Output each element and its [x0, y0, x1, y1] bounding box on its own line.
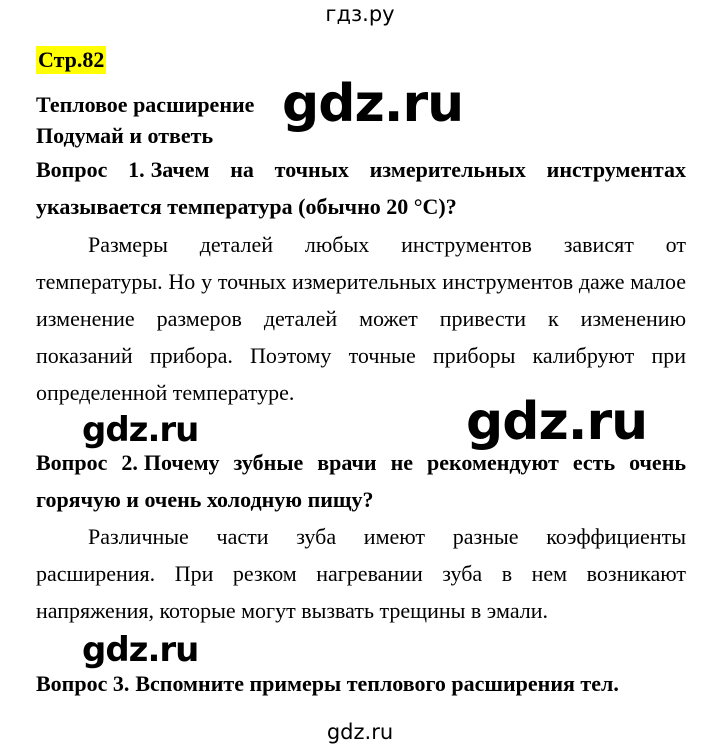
question-2 [36, 444, 686, 518]
answer-2: Различные части зуба имеют разные коэффициенты расширения. При резком нагревании зуба в нем возникают напряжения, которые могут вызвать трещины в эмали. [36, 524, 686, 623]
site-footer: gdz.ru [326, 720, 394, 744]
section-title: Подумай и ответь [36, 123, 214, 148]
watermark-gdz: gdz.ru [466, 392, 648, 452]
page-label: Стр.82 [38, 47, 105, 72]
answer-1: Размеры деталей любых инструментов зависят от температуры. Но у точных измерительных инструментов даже малое изменение размеров деталей может привести к изменению показаний прибора. Поэтому точные приборы калибруют при определенной температуре. [36, 232, 686, 405]
watermark-gdz: gdz.ru [82, 630, 199, 670]
question-1-label: Вопрос 1. [36, 157, 145, 182]
watermark-gdz: gdz.ru [282, 74, 464, 134]
watermark-gdz: gdz.ru [82, 410, 199, 450]
site-header: гдз.ру [325, 2, 395, 26]
question-2-text: Почему зубные врачи не рекомендуют есть очень горячую и очень холодную пищу? [36, 450, 686, 512]
question-1-text: Зачем на точных измерительных инструментах указывается температура (обычно 20 °С)? [36, 157, 686, 219]
topic-title: Тепловое расширение [36, 92, 255, 117]
question-3-text: Вспомните примеры теплового расширения тел. [135, 671, 619, 696]
question-3 [36, 665, 686, 702]
question-3-label: Вопрос 3. [36, 671, 130, 696]
question-1 [36, 151, 686, 225]
question-2-label: Вопрос 2. [36, 450, 138, 475]
